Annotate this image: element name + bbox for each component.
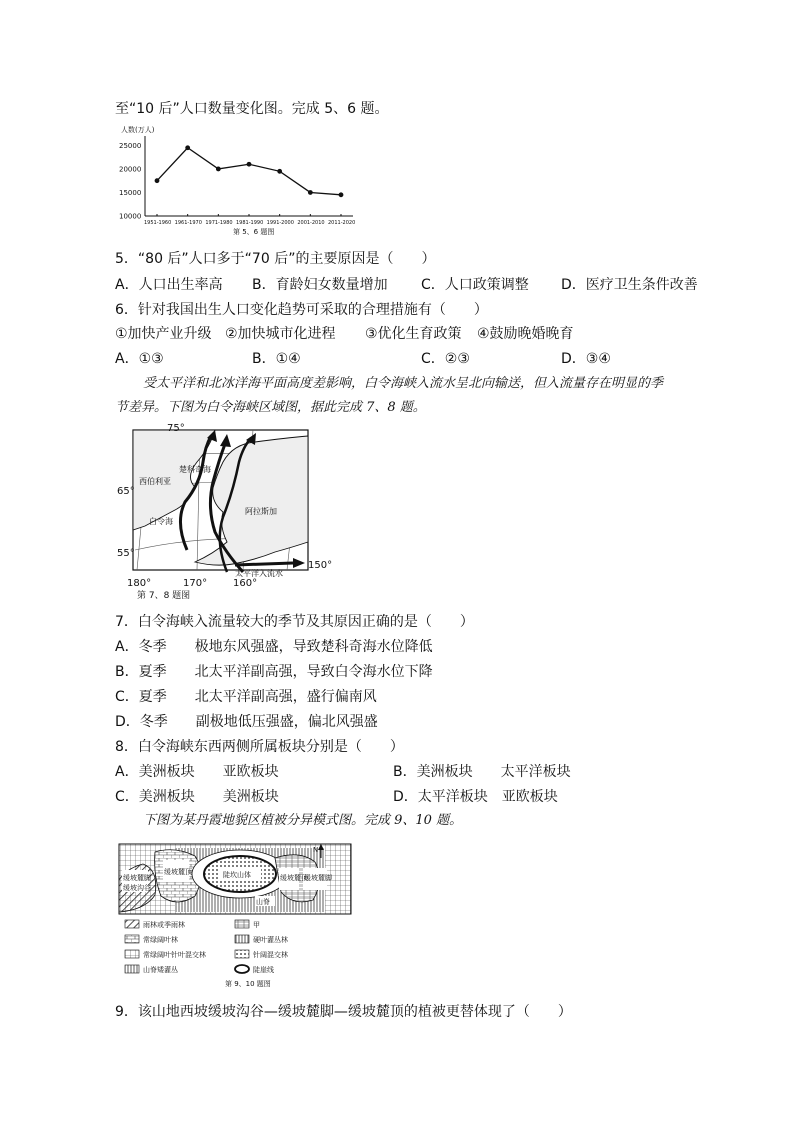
legend-item-2: 甲 <box>253 921 260 929</box>
q8-stem: 8．白令海峡东西两侧所属板块分别是（ ） <box>115 739 404 755</box>
q6-option-a[interactable]: A．①③ <box>115 351 164 367</box>
q6-option-c[interactable]: C．②③ <box>421 351 470 367</box>
bering-strait-map <box>115 422 333 602</box>
q5-option-b[interactable]: B．育龄妇女数量增加 <box>252 277 388 293</box>
map-label-bering-sea: 白令海 <box>149 517 173 526</box>
veg-label-west-top: 缓坡麓顶 <box>164 868 192 876</box>
q5-option-c[interactable]: C．人口政策调整 <box>421 277 529 293</box>
q7-option-b[interactable]: B．夏季 北太平洋副高强，导致白令海水位下降 <box>115 664 433 680</box>
legend-item-4: 硬叶灌丛林 <box>253 936 288 944</box>
q6-option-d[interactable]: D．③④ <box>561 351 611 367</box>
veg-label-east-top: 缓坡麓顶 <box>280 874 308 882</box>
map-lon-150: 150° <box>308 560 333 571</box>
q8-option-a[interactable]: A．美洲板块 亚欧板块 <box>115 764 279 780</box>
map-label-siberia: 西伯利亚 <box>139 477 171 486</box>
veg-caption: 第 9、10 题图 <box>225 980 271 988</box>
chart-y-tick-label: 15000 <box>119 188 142 197</box>
legend-item-5: 常绿阔叶针叶混交林 <box>143 951 206 959</box>
chart-x-tick-label: 1981-1990 <box>236 220 264 226</box>
passage3: 下图为某丹霞地貌区植被分异模式图。完成 9、10 题。 <box>143 813 463 828</box>
q6-statement-2: ②加快城市化进程 <box>225 326 336 342</box>
chart-data-point <box>277 169 282 174</box>
chart-y-tick-label: 20000 <box>119 165 142 174</box>
chart-y-ticks <box>119 142 141 221</box>
chart-series-line <box>157 148 341 195</box>
q7-stem: 7．白令海峡入流量较大的季节及其原因正确的是（ ） <box>115 614 474 630</box>
chart-x-tick-label: 1951-1960 <box>144 220 172 226</box>
chart-data-point <box>185 145 190 150</box>
veg-legend <box>125 920 288 974</box>
chart-data-point <box>308 190 313 195</box>
population-line-chart <box>115 124 365 244</box>
chart-caption: 第 5、6 题图 <box>233 228 275 236</box>
q7-option-c[interactable]: C．夏季 北太平洋副高强，盛行偏南风 <box>115 689 377 705</box>
map-caption: 第 7、8 题图 <box>137 591 191 601</box>
chart-y-tick-label: 10000 <box>119 212 142 221</box>
chart-x-tick-label: 1971-1980 <box>205 220 233 226</box>
veg-label-mountain: 山脊 <box>256 898 270 906</box>
legend-item-7: 山脊矮灌丛 <box>143 966 178 974</box>
map-lon-170: 170° <box>183 578 208 589</box>
chart-data-point <box>247 162 252 167</box>
q6-option-b[interactable]: B．①④ <box>252 351 301 367</box>
map-lat-55: 55° <box>117 548 135 559</box>
chart-x-tick-label: 2011-2020 <box>328 220 356 226</box>
chart-x-tick-label: 2001-2010 <box>297 220 325 226</box>
passage2-line1: 受太平洋和北冰洋海平面高度差影响，白令海峡入流水呈北向输送，但入流量存在明显的季 <box>143 376 664 391</box>
q6-statement-4: ④鼓励晚婚晚育 <box>477 326 574 342</box>
q5-option-a[interactable]: A．人口出生率高 <box>115 277 223 293</box>
q6-statement-1: ①加快产业升级 <box>115 326 212 342</box>
chart-x-tick-label: 1961-1970 <box>174 220 202 226</box>
veg-label-west-slope-foot: 缓坡麓脚 <box>123 874 151 882</box>
map-lon-160: 160° <box>233 578 258 589</box>
q9-stem: 9．该山地西坡缓坡沟谷—缓坡麓脚—缓坡麓顶的植被更替体现了（ ） <box>115 1004 572 1020</box>
veg-north-label: N <box>313 846 319 854</box>
q6-stem: 6．针对我国出生人口变化趋势可采取的合理措施有（ ） <box>115 302 488 318</box>
veg-label-west-valley: 缓坡沟谷 <box>123 884 151 892</box>
intro-line: 至“10 后”人口数量变化图。完成 5、6 题。 <box>115 101 389 117</box>
legend-item-6: 针阔混交林 <box>253 951 288 959</box>
chart-ylabel: 人数(万人) <box>121 126 155 134</box>
chart-data-point <box>155 178 160 183</box>
map-lon-180: 180° <box>127 578 152 589</box>
q8-option-d[interactable]: D．太平洋板块 亚欧板块 <box>393 789 558 805</box>
legend-item-8: 陡崖线 <box>253 966 274 974</box>
q8-option-b[interactable]: B．美洲板块 太平洋板块 <box>393 764 571 780</box>
map-label-chukchi-sea: 楚科奇海 <box>179 465 211 474</box>
veg-label-east-foot: 缓坡麓脚 <box>304 874 332 882</box>
q7-option-d[interactable]: D．冬季 副极地低压强盛，偏北风强盛 <box>115 714 378 730</box>
map-lat-75: 75° <box>167 423 185 434</box>
chart-y-tick-label: 25000 <box>119 141 142 150</box>
map-label-alaska: 阿拉斯加 <box>245 507 277 516</box>
q5-option-d[interactable]: D．医疗卫生条件改善 <box>561 277 698 293</box>
vegetation-pattern-figure <box>115 840 355 990</box>
legend-item-1: 雨林或季雨林 <box>143 921 185 929</box>
legend-item-3: 常绿阔叶林 <box>143 936 178 944</box>
chart-x-tick-label: 1991-2000 <box>266 220 294 226</box>
chart-data-point <box>216 167 221 172</box>
passage2-line2: 节差异。下图为白令海峡区域图，据此完成 7、8 题。 <box>115 400 426 415</box>
map-label-pacific-inflow: 太平洋入流水 <box>235 569 283 578</box>
q8-option-c[interactable]: C．美洲板块 美洲板块 <box>115 789 279 805</box>
q7-option-a[interactable]: A．冬季 极地东风强盛，导致楚科奇海水位降低 <box>115 639 433 655</box>
q5-stem: 5．“80 后”人口多于“70 后”的主要原因是（ ） <box>115 251 436 267</box>
veg-label-peak: 陡坎山体 <box>223 871 251 879</box>
chart-data-point <box>339 192 344 197</box>
q6-statement-3: ③优化生育政策 <box>365 326 462 342</box>
map-lat-65: 65° <box>117 486 135 497</box>
